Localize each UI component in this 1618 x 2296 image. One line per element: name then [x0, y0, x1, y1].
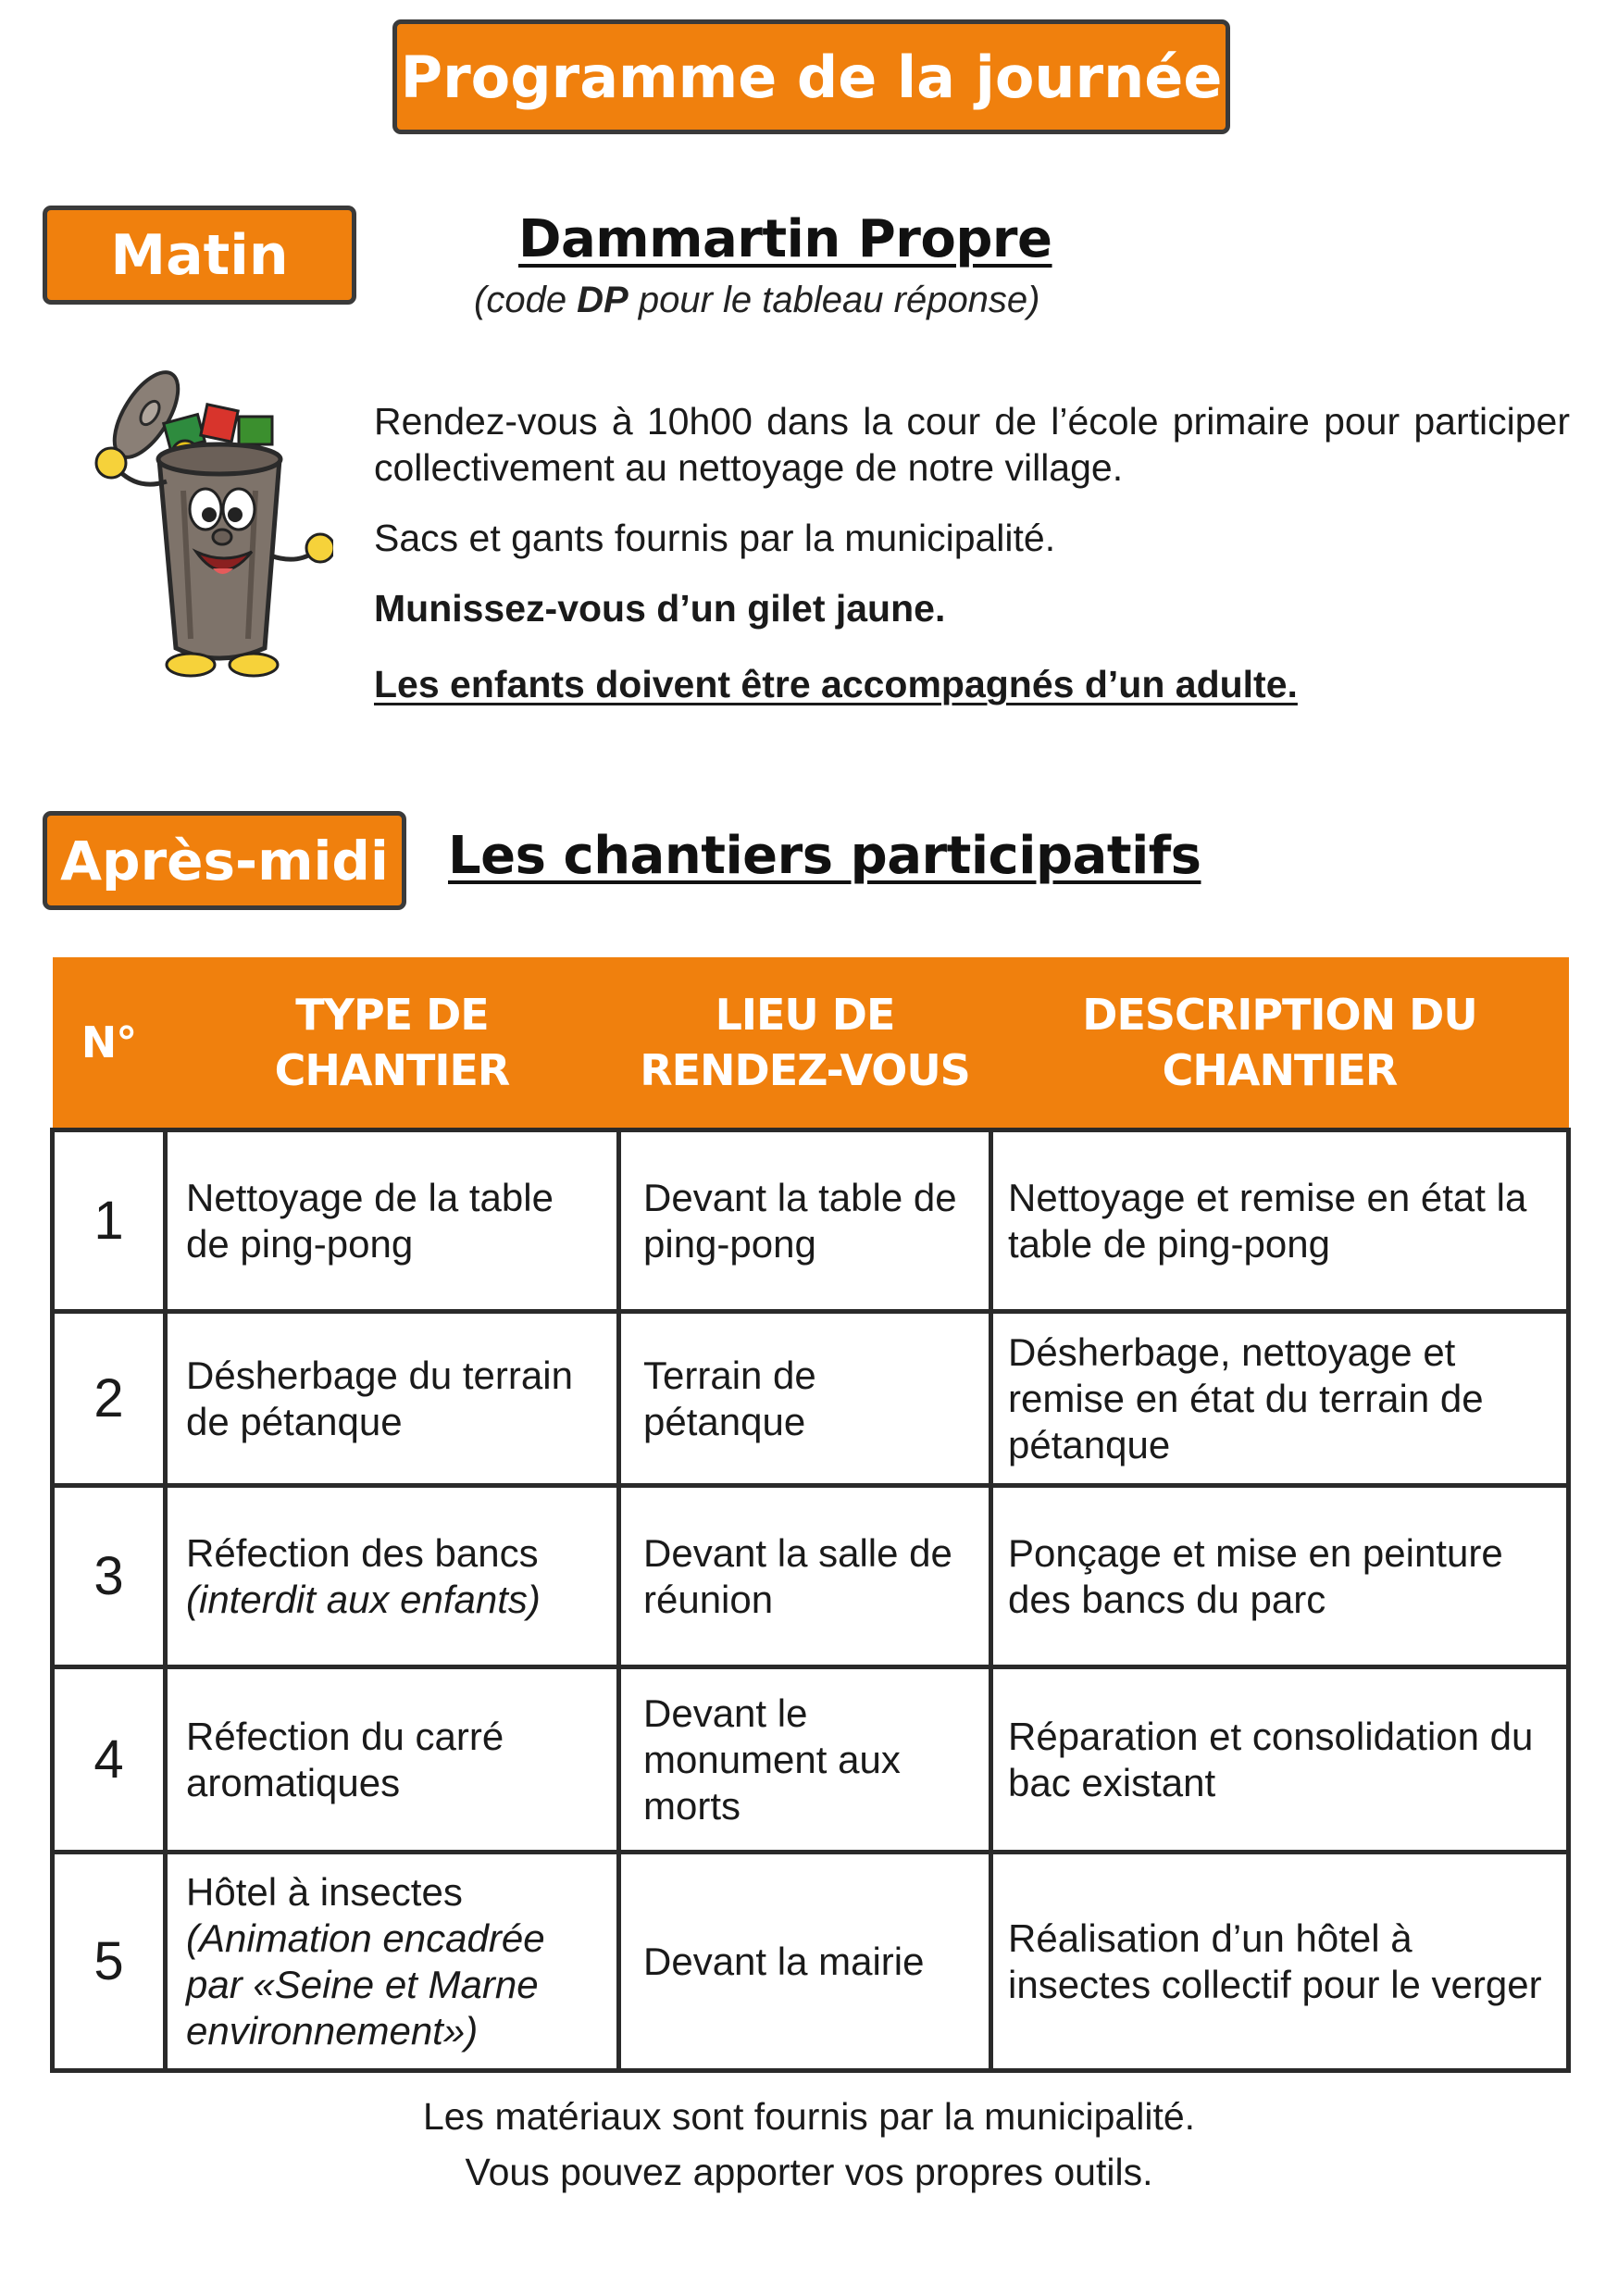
- row-desc: Ponçage et mise en peinture des bancs du parc: [991, 1486, 1569, 1667]
- morning-subtitle: [474, 280, 1040, 321]
- morning-paragraph-supplies: Sacs et gants fournis par la municipalité.: [374, 517, 1056, 559]
- header-type: [166, 957, 619, 1130]
- header-num: N°: [53, 957, 166, 1130]
- morning-paragraph-children: Les enfants doivent être accompagnés d’un adulte.: [374, 663, 1298, 705]
- row-lieu: Devant la mairie: [619, 1853, 991, 2071]
- morning-label: Matin: [43, 206, 356, 305]
- morning-heading: Dammartin Propre: [518, 209, 1052, 269]
- page-title: Programme de la journée: [392, 19, 1230, 134]
- table-row: [53, 1667, 1569, 1853]
- header-lieu: [619, 957, 991, 1130]
- header-desc-line1: DESCRIPTION DU: [1082, 990, 1477, 1040]
- row-lieu: Devant la table de ping-pong: [619, 1130, 991, 1312]
- table-row: [53, 1486, 1569, 1667]
- row-type-text: Réfection du carré aromatiques: [186, 1714, 504, 1804]
- header-type-line1: TYPE DE: [295, 990, 489, 1040]
- row-desc: Réparation et consolidation du bac existant: [991, 1667, 1569, 1853]
- row-num: 4: [53, 1667, 166, 1853]
- trash-can-mascot-icon: [74, 370, 333, 685]
- row-type-text: Nettoyage de la table de ping-pong: [186, 1175, 554, 1266]
- row-type: [166, 1853, 619, 2071]
- afternoon-label: Après-midi: [43, 811, 406, 910]
- footer-line-materials: Les matériaux sont fournis par la municipalité.: [422, 2095, 1196, 2138]
- row-type: [166, 1667, 619, 1853]
- row-type-note: (interdit aux enfants): [186, 1577, 541, 1621]
- row-desc: Nettoyage et remise en état la table de ping-pong: [991, 1130, 1569, 1312]
- footer-note: [0, 2089, 1618, 2200]
- subtitle-after: pour le tableau réponse): [628, 280, 1040, 320]
- header-lieu-line1: LIEU DE: [715, 990, 895, 1040]
- row-type-note: (Animation encadrée par «Seine et Marne environnement»): [186, 1915, 545, 2053]
- header-desc-line2: CHANTIER: [1162, 1045, 1398, 1095]
- subtitle-before: (code: [474, 280, 578, 320]
- row-desc: Désherbage, nettoyage et remise en état du terrain de pétanque: [991, 1312, 1569, 1486]
- row-num: 1: [53, 1130, 166, 1312]
- afternoon-heading: Les chantiers participatifs: [448, 826, 1201, 886]
- row-type-text: Hôtel à insectes: [186, 1869, 463, 1914]
- subtitle-code: DP: [577, 280, 629, 320]
- header-type-line2: CHANTIER: [274, 1045, 510, 1095]
- row-type-text: Désherbage du terrain de pétanque: [186, 1353, 573, 1443]
- row-type-text: Réfection des bancs: [186, 1530, 539, 1575]
- table-row: [53, 1853, 1569, 2071]
- morning-paragraph-vest: Munissez-vous d’un gilet jaune.: [374, 587, 946, 630]
- row-lieu: Terrain de pétanque: [619, 1312, 991, 1486]
- row-type: [166, 1130, 619, 1312]
- row-num: 3: [53, 1486, 166, 1667]
- table-header-row: [53, 957, 1569, 1130]
- footer-line-tools: Vous pouvez apporter vos propres outils.: [465, 2151, 1153, 2193]
- header-lieu-line2: RENDEZ-VOUS: [640, 1045, 970, 1095]
- table-row: [53, 1312, 1569, 1486]
- table-row: [53, 1130, 1569, 1312]
- row-num: 2: [53, 1312, 166, 1486]
- schedule-table: [50, 957, 1571, 2073]
- row-type: [166, 1312, 619, 1486]
- row-num: 5: [53, 1853, 166, 2071]
- row-type: [166, 1486, 619, 1667]
- row-lieu: Devant le monument aux morts: [619, 1667, 991, 1853]
- row-lieu: Devant la salle de réunion: [619, 1486, 991, 1667]
- morning-paragraph-meeting: Rendez-vous à 10h00 dans la cour de l’école primaire pour participer collectivement au nettoyage de notre village.: [374, 400, 1570, 489]
- row-desc: Réalisation d’un hôtel à insectes collectif pour le verger: [991, 1853, 1569, 2071]
- header-desc: [991, 957, 1569, 1130]
